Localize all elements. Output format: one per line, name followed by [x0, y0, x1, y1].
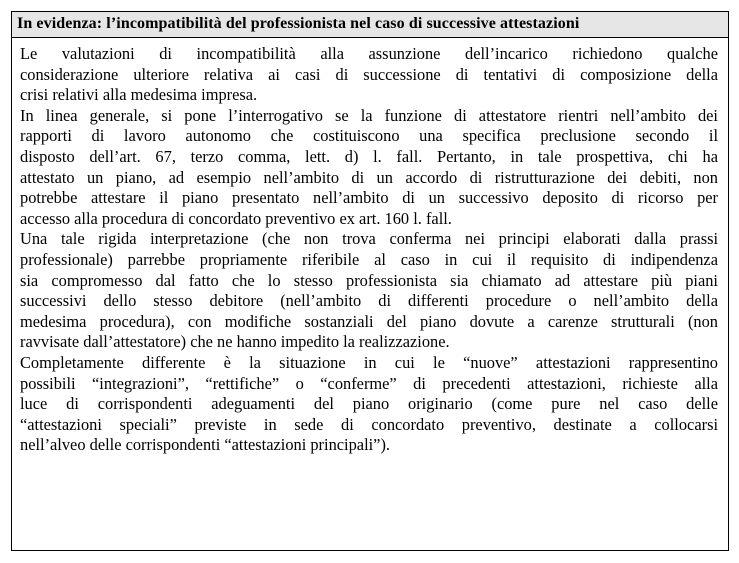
highlight-box [11, 11, 729, 551]
text-line: professionale) parrebbe propriamente riferibile al caso in cui il requisito di indipendenza [20, 249, 718, 269]
box-title: In evidenza: l’incompatibilità del professionista nel caso di successive attestazioni [17, 15, 580, 32]
text-line: potrebbe attestare il piano presentato nell’ambito di un successivo deposito di ricorso per [20, 188, 718, 208]
paragraph [20, 44, 718, 106]
text-line: “attestazioni speciali” previste in sede di concordato preventivo, destinate a collocarsi [20, 414, 718, 434]
text-line: rapporti di lavoro autonomo che costituiscono una specifica preclusione secondo il [20, 126, 718, 146]
text-line: Le valutazioni di incompatibilità alla assunzione dell’incarico richiedono qualche [20, 44, 718, 63]
text-line: attestato un piano, ad esempio nell’ambito di un accordo di ristrutturazione dei debiti, non [20, 167, 718, 187]
text-line: disposto dell’art. 67, terzo comma, lett. d) l. fall. Pertanto, in tale prospettiva, chi ha [20, 146, 718, 166]
paragraph [20, 229, 718, 353]
text-line: crisi relativi alla medesima impresa. [20, 85, 258, 105]
text-line: Una tale rigida interpretazione (che non trova conferma nei principi elaborati dalla prassi [20, 229, 718, 249]
text-line: ravvisate dall’attestatore) che ne hanno impedito la realizzazione. [20, 332, 450, 352]
text-line: medesima procedura), con modifiche sostanziali del piano dovute a carenze strutturali (non [20, 311, 718, 331]
text-line: successivi dello stesso debitore (nell’ambito di differenti procedure o nell’ambito della [20, 291, 718, 311]
paragraph [20, 353, 718, 456]
paragraph [20, 106, 718, 230]
text-line: Completamente differente è la situazione in cui le “nuove” attestazioni rappresentino [20, 352, 718, 372]
text-line: possibili “integrazioni”, “rettifiche” o “conferme” di precedenti attestazioni, richieste alla [20, 373, 718, 393]
text-line: In linea generale, si pone l’interrogativo se la funzione di attestatore rientri nell’ambito dei [20, 105, 718, 125]
box-body [12, 38, 728, 550]
box-header [12, 12, 728, 38]
text-line: accesso alla procedura di concordato preventivo ex art. 160 l. fall. [20, 208, 452, 228]
text-line: nell’alveo delle corrispondenti “attestazioni principali”). [20, 435, 391, 455]
text-line: considerazione ulteriore relativa ai casi di successione di tentativi di composizione della [20, 64, 718, 84]
text-line: sia compromesso dal fatto che lo stesso professionista sia chiamato ad attestare più piani [20, 270, 718, 290]
text-line: luce di corrispondenti adeguamenti del piano originario (come pure nel caso delle [20, 394, 718, 414]
